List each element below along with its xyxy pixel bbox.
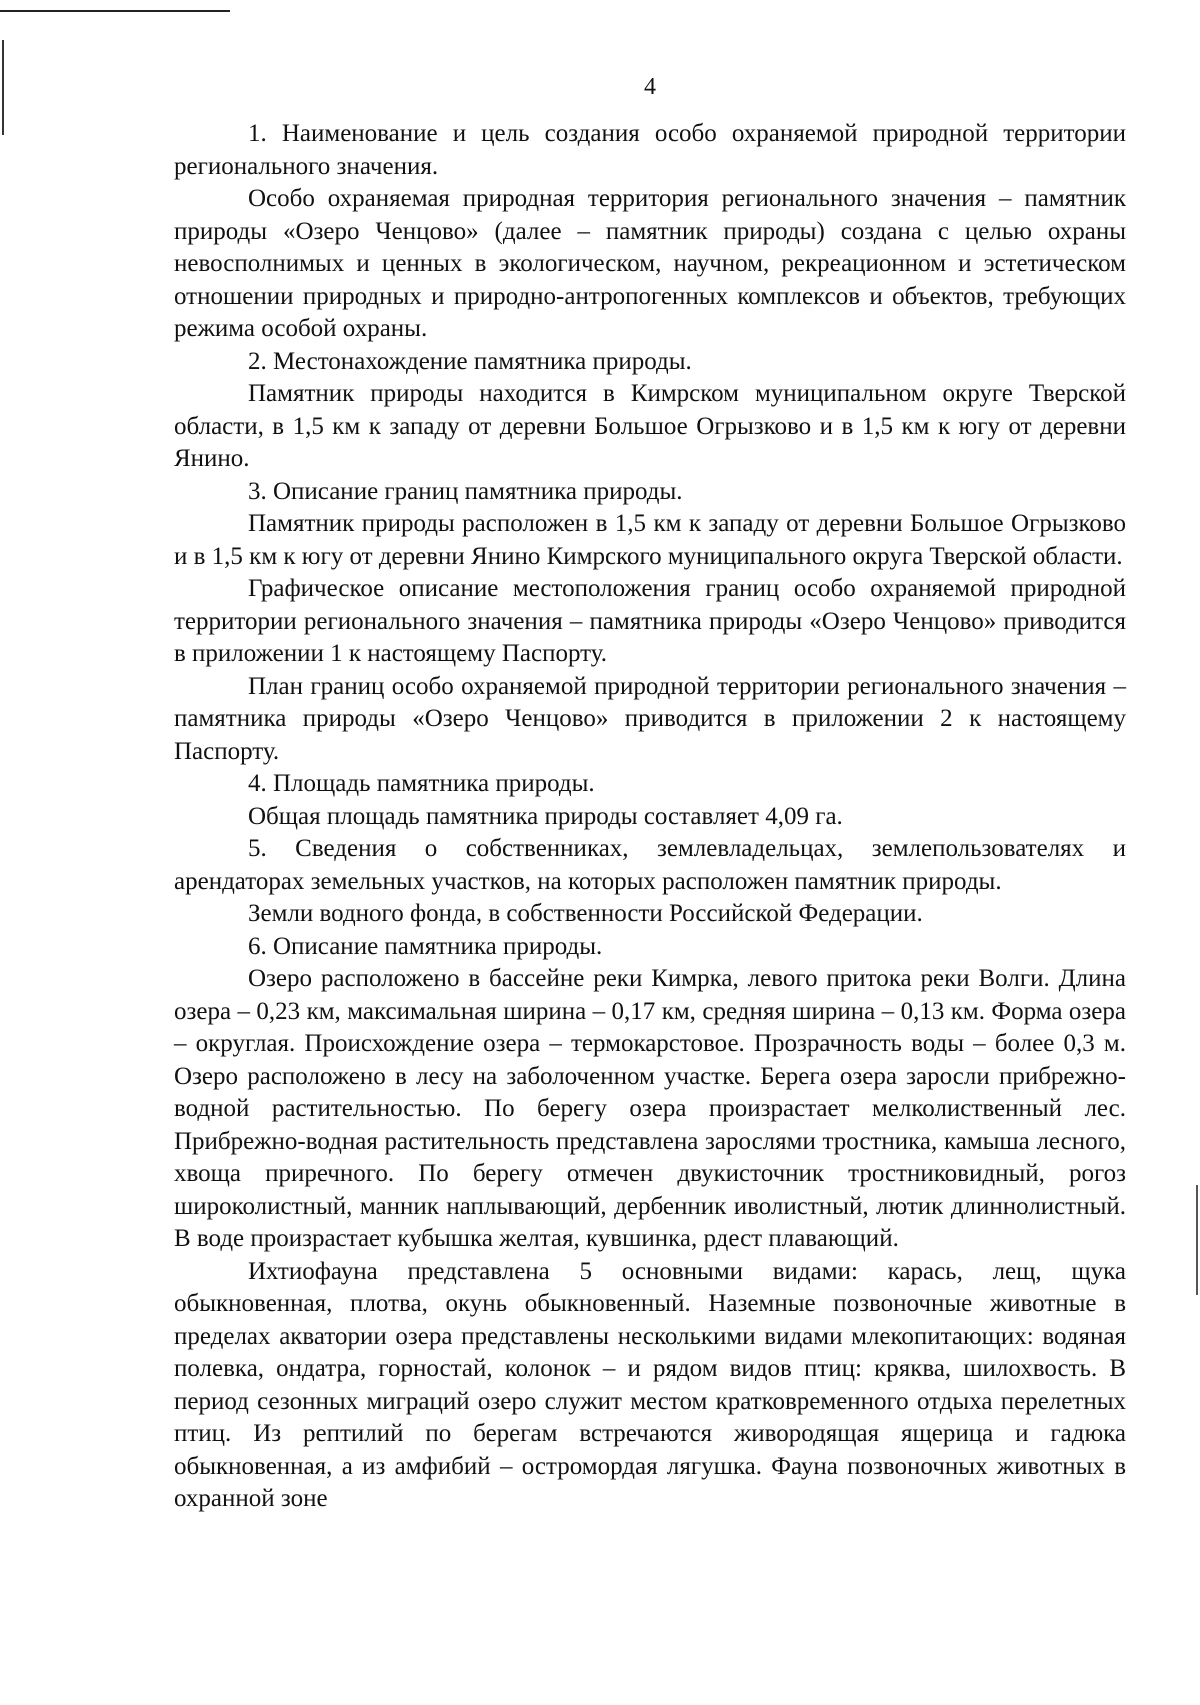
paragraph-location: Памятник природы находится в Кимрском муниципальном округе Тверской области, в 1,5 км к западу от деревни Большое Огрызково и в 1,5 км к югу от деревни Янино. bbox=[174, 380, 1126, 472]
paragraph-lake-description: Озеро расположено в бассейне реки Кимрка, левого притока реки Волги. Длина озера – 0,23 км, максимальная ширина – 0,17 км, средняя ширина – 0,13 км. Форма озера – округлая. Происхождение озера – термокарстовое. Прозрачность воды – более 0,3 м. Озеро расположено в лесу на заболоченном участке. Берега озера заросли прибрежно-водной растительностью. По берегу озера произрастает мелколиственный лес. Прибрежно-водная растительность представлена зарослями тростника, камыша лесного, хвоща приречного. По берегу отмечен двукисточник тростниковидный, рогоз широколистный, манник наплывающий, дербенник иволистный, лютик длиннолистный. В воде произрастает кубышка желтая, кувшинка, рдест плавающий. bbox=[174, 965, 1126, 1252]
section-heading-2: 2. Местонахождение памятника природы. bbox=[248, 347, 692, 375]
page-number: 4 bbox=[644, 74, 656, 100]
paragraph-area: Общая площадь памятника природы составляет 4,09 га. bbox=[248, 802, 843, 830]
paragraph-owners: Земли водного фонда, в собственности Российской Федерации. bbox=[248, 900, 923, 927]
section-heading-4: 4. Площадь памятника природы. bbox=[248, 770, 595, 797]
section-heading-5: 5. Сведения о собственниках, землевладельцах, землепользователях и арендаторах земельных участков, на которых расположен памятник природы. bbox=[174, 835, 1126, 895]
document-body bbox=[174, 118, 1126, 1516]
section-heading-3: 3. Описание границ памятника природы. bbox=[248, 477, 683, 505]
paragraph-fauna: Ихтиофауна представлена 5 основными видами: карась, лещ, щука обыкновенная, плотва, окунь обыкновенный. Наземные позвоночные животные в пределах акватории озера представлены несколькими видами млекопитающих: водяная полевка, ондатра, горностай, колонок – и рядом видов птиц: кряква, шилохвость. В период сезонных миграций озеро служит местом кратковременного отдыха перелетных птиц. Из рептилий по берегам встречаются живородящая ящерица и гадюка обыкновенная, а из амфибий – остромордая лягушка. Фауна позвоночных животных в охранной зоне bbox=[174, 1257, 1126, 1512]
paragraph-graphic-description: Графическое описание местоположения границ особо охраняемой природной территории регионального значения – памятника природы «Озеро Ченцово» приводится в приложении 1 к настоящему Паспорту. bbox=[174, 575, 1126, 667]
scan-artifact-right-mark bbox=[1196, 1185, 1198, 1295]
section-heading-6: 6. Описание памятника природы. bbox=[248, 932, 603, 960]
paragraph-boundaries: Памятник природы расположен в 1,5 км к западу от деревни Большое Огрызково и в 1,5 км к югу от деревни Янино Кимрского муниципального округа Тверской области. bbox=[174, 510, 1126, 570]
paragraph-boundary-plan: План границ особо охраняемой природной территории регионального значения – памятника природы «Озеро Ченцово» приводится в приложении 2 к настоящему Паспорту. bbox=[174, 672, 1126, 765]
section-heading-1: 1. Наименование и цель создания особо охраняемой природной территории регионального значения. bbox=[174, 120, 1126, 180]
paragraph-purpose: Особо охраняемая природная территория регионального значения – памятник природы «Озеро Ченцово» (далее – памятник природы) создана с целью охраны невосполнимых и ценных в экологическом, научном, рекреационном и эстетическом отношении природных и природно-антропогенных комплексов и объектов, требующих режима особой охраны. bbox=[174, 185, 1126, 342]
scan-artifact-top-line bbox=[0, 10, 230, 12]
